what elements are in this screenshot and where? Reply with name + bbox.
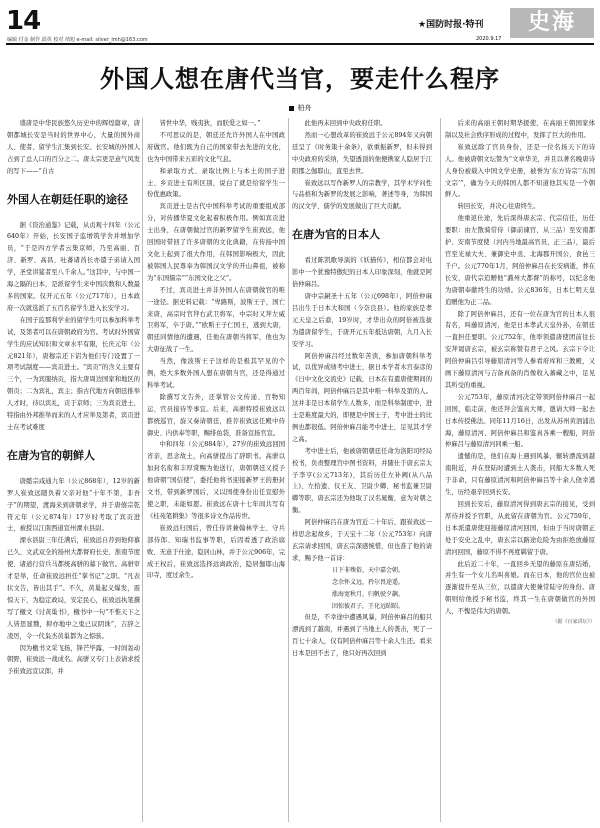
- paragraph: 考中进士后，他被唐朝朝廷任命为洛阳司经局校书，负责整理宫中图书资料，并随仕于唐玄宗太子李亨(公元713年)，其后历任左补阙(从八品上)、左拾遗、仪王友、卫尉少卿、秘书监兼卫尉卿等职，唐玄宗还为他取了汉名晁衡，意为对朝之衡。: [292, 447, 432, 515]
- paragraph: 崔致远以写作新罗人的宗教学，其学术学问性与品格和为新罗的发展之影响，著述等身，为韩国的汉文学、儒学的发展做出了巨大贡献。: [292, 179, 432, 211]
- paragraph: 后来的高丽王朝时期华援使，在高丽王朝国家体制以及社会秩序形成的过程中，发挥了巨大的作用。: [445, 120, 595, 139]
- paragraph: 但是，不幸途中遭遇风暴，阿倍仲麻吕的船只漂流到了越南，并遇到了当地土人的袭击，死了一百七十余人，仅有阿倍仲麻吕等十余人生还。看来日本是回不去了，他只好再次回到: [292, 614, 432, 658]
- paragraph: 阿倍仲麻吕经过数年苦读，参加唐朝科举考试，以优异成绩考中进士，据日本学者木宫泰彦的《日中文化交流史》记载，日本在有遣唐使期间的两百年间，阿倍仲麻吕是其中唯一科举及第的人。这并非是日本留学生人数多，而是科举制度中，进士是难度最大的，即便是中国士子，考中进士的比例也都很低。阿倍仲麻吕能考中进士，足见其才学之高。: [292, 352, 432, 443]
- paragraph: 公元753年，藤原清河决定带领阿倍仲麻吕一起回国，临走前，他还拜会鉴真大师，邀请大师一起去日本传授佛法。同年11月16日，出发从苏州黄泗浦出海，藤原清河、阿倍仲麻吕和鉴真各乘一艘船，阿倍仲麻吕与藤原清河同乘一船。: [445, 393, 595, 449]
- page-number: 14: [6, 6, 41, 36]
- byline: [0, 103, 600, 113]
- paragraph: 盛唐是中华民族悠久历史中的辉煌篇章，唐朝都城长安是当时的世界中心，大量的国外商人、使者、留学生汇集到长安。长安城的外国人占到了总人口的百分之二。唐太宗更是意气风发的写下——“自古: [7, 120, 140, 175]
- byline-author: 柏舟: [297, 104, 312, 112]
- column-divider: [142, 118, 143, 822]
- column-divider: [440, 118, 441, 822]
- column-1: [7, 118, 140, 822]
- poem-line: 涨海宽秋月，归帆驶夕飙。: [331, 590, 404, 598]
- paragraph: 崔致远归国后，曾任侍讲兼翰林学士、守兵部侍郎、知瑞书监事等职，后因看透了政治腐败、无意于仕途，隐居山林，并于公元906年，完成王权后，崔致远选择远离政治，隐居伽耶山海印寺，度过余生。: [147, 524, 285, 580]
- paragraph: 除了阿倍仲麻吕，还有一位在唐为官的日本人很有名，叫藤原清河，他是日本孝武天皇外孙，在朝廷一直担任要职。公元752年，他率领遣唐使团前往长安拜谒唐玄宗，被玄宗称赞有君子之风。玄宗下令让阿倍仲麻吕引导藤原清河等人参看府库和三教殿，又画下藤原清河与吉备真备的肖像收入蕃藏之中，足见其所受的重视。: [445, 310, 595, 389]
- column-2: [147, 118, 285, 822]
- paragraph: 在国子监那利学业的留学生可以参加科举考试，及第者可以在唐朝政府为官。考试时外国留学生的应试知识和文章水平有限，长庆元年（公元821年），唐穆宗还下诏为他们专门设置了一项考试制度——宾贡进士。“宾贡”的含义主要有三个，一为宾服纳贡，指大唐周边国家和地区的朝贡；二为宾礼，宾主；指古代地方向朝廷推举人才时，待以宾礼，贡于京师；三为宾贡进士，特指由外邦推举而来的人才应举及第者，宾贡进士在考试难度: [7, 316, 140, 431]
- paragraph: 溧水县尉三年任满后，崔致远自荐到他仰慕已久、文武双全的扬州大都督府长史、淮南节度使、诸道行营兵马都统高骈的幕下做官。高骈审才是举，任命崔致远担任“掌书记”之职。“凡表状文告，皆出其手”。不久，黄巢起义爆发，震惊天下，为稳定政局，安定民心，崔致远执笔撰写了檄文《讨黄巢书》，檄书中一句“不惟天下之人皆思显戮，抑亦地中之鬼已议阴诛”，吉辞之凌厉，令一代枭杰黄巢都为之惊骇。: [7, 537, 140, 640]
- square-bullet-icon: [289, 106, 294, 111]
- paragraph: 此他再未回到中央政府任职。: [304, 120, 387, 127]
- poem-line: 念余怀义远，矜尔畏途遥。: [331, 578, 404, 586]
- paragraph: 不过，宾贡进士并非外国人在唐朝做官的唯一途径。据史料记载：“卑路斯，波斯王子，国亡来唐，高宗时官拜右武卫将军，中宗时又拜左威卫将军，卒于唐。”“欧斯王子仁国王，逃到大唐，朝廷同情他的遭遇，任他在唐朝当将军，他也为大唐征战了一生。: [147, 286, 285, 354]
- paragraph: 因为檄书文采飞扬，锋芒毕露，一时间轰动朝野，崔致远一战成名。高骈又专门上表请求授予崔致远宣议郎，并: [7, 644, 140, 676]
- editor-credits: 编辑 付金 制作 邱英 校对 靖旭 e-mail: silver_lmh@163.com: [7, 37, 148, 43]
- paragraph: 回到长安后，藤原清河得到唐玄宗的接见，受到厚待并授予官职，从此留在唐朝为官。公元759年，日本派遣唐使迎接藤原清河回国，但由于当时唐朝正处于安史之乱中，唐玄宗以路途危险为由拒绝放藤原清河回国，藤原不得不再度羁留于唐。: [445, 501, 595, 556]
- column-3: [292, 118, 432, 822]
- paragraph: 然而一心想改革的崔致远于公元894年又向朝廷呈了《时务策十余条》，欲重振新罗，但未得到中央政府的采纳，失望透顶的他便携家人隐居于江阳郡之伽耶山，直至去世。: [292, 131, 432, 175]
- paragraph: 宾贡进士是古代中国科举考试的重要组成部分，对传播华夏文化起着积极作用。例如宾贡进士出身，在唐朝做过官的新罗留学生崔致远，他回国时带回了许多唐朝的文化典籍，在传扬中国文化上起到了很大作用，在韩国影响极大，因此被韩国人民尊奉为韩国汉文学的开山鼻祖，被称为“东国儒宗”“东国文化之父”。: [147, 203, 285, 282]
- header-rule: [6, 43, 594, 45]
- paragraph: 唐懿宗咸通九年（公元868年），12岁的新罗人崔致远随负着父亲对他“十年不第，非吾子”的期望，渡海来到唐朝求学，并于唐僖宗乾符元年（公元874年）17岁时考取了宾贡进士，被授以江南西道宣州溧水县尉。: [7, 477, 140, 533]
- subheading: 在唐为官的日本人: [292, 228, 380, 242]
- paragraph: 和录取方式、录取比例上与本土的国子进士、乡贡进士有所区别，说白了就是给留学生一份优惠政策。: [147, 167, 285, 199]
- paragraph: 不可思议的是，朝廷还允许外国人在中国政府做官。他们既为自己的国家带去先进的文化，也为中国带来五彩的文化气息。: [147, 131, 285, 163]
- paragraph: 看过陈凯歌导演的《妖猫传》，相信都会对电影中一个犹豫特傲纪的日本人印象深刻，他就是阿倍仲麻吕。: [292, 257, 432, 289]
- poem-line: 日下非殊俗，天中嘉会朝。: [331, 566, 404, 574]
- paragraph: 唐中宗嗣圣十五年（公元698年），阿倍仲麻吕出生于日本大和国（今奈良县）。他的家族是孝元天皇之后裔，19岁时，才华出众的阿倍被选拔为遣唐留学生，于唐开元五年抵达唐朝，九月入长安学习。: [292, 292, 432, 348]
- section-title: 史海: [510, 8, 594, 38]
- article-headline: 外国人想在唐代当官，要走什么程序: [100, 65, 500, 93]
- paragraph: 转回长安，并决心往唐终生。: [457, 203, 540, 211]
- issue-date: 2020.9.17: [476, 36, 502, 42]
- paragraph: 中和四年（公元884年），27岁的崔致远回国省亲，思念故土，向高骈提出了辞职书。高骈以加封名衔和丰厚赏赐为他送行，唐朝朝廷又授予他唐朝“国信使”，委托他将书迎接新罗王的册封文书，带到新罗国后，又以国使身份出任宣慰外使之职，未能如愿。崔致远在唐十七年间共写有《桂苑笔耕集》等很多诗文作品传世。: [147, 441, 285, 520]
- subheading: 在唐为官的朝鲜人: [7, 448, 95, 462]
- paragraph: 当然，像波斯王子这样的是极其罕见的个例，绝大多数外国人想在唐朝当官，还是得通过科举考试。: [147, 358, 285, 389]
- paragraph: 除撰写文告外，还掌管公文传递、宫物知运、官员接待等事宜。后来，高骈特授崔致远以都统巡官，旋又奏请朝廷，推荐崔致远任殿中侍御史、内供奉等职，赐绯鱼袋，准备宣扬官宣。: [147, 393, 285, 437]
- source-caption: （据《百家讲坛》）: [552, 619, 595, 626]
- paragraph: 崔致远除了官员身份，还是一位名扬天下的诗人。他被唐朝文坛赞为“文章华美，并且以著名晚唐诗人身份被载入中国文学史册，被誉为‘东方诗宗’‘东国文宗’”，确为今天的韩国人都不知道他其实是一个朝鲜人。: [445, 143, 595, 199]
- column-divider: [288, 118, 289, 822]
- paragraph: 他重返仕途，先后深得唐玄宗、代宗信任，历任要职：由左散骑常侍（御前谏官，从三品）至安南都护、安南节度使（河内当地最高官员，正三品），最后官至光禄大夫、兼御史中丞、北海郡开国公，食邑三千户。公元770年1月，阿倍仲麻吕在长安病逝，葬在长安，唐代宗追赠他“潞州大都督”的称号，以纪念他为唐朝奉献终生的功绩。公元836年，日本仁明天皇追赠他为正二品。: [445, 215, 595, 306]
- paragraph: 皆世中华，贱夷狄，而朕爱之如一。”: [159, 120, 261, 127]
- paper-name: ★国防时报·特刊: [418, 20, 484, 30]
- poem-line: 因惊彼君子，王化远昭昭。: [331, 602, 404, 610]
- paragraph: 阿倍仲麻吕在唐为官近二十年后，跟崔致远一样思念起故乡，于天宝十二年（公元753年）向唐玄宗请求回国，唐玄宗深感惋惜，但也准了他的请求，赐予他一首诗：: [292, 519, 432, 562]
- subheading: 外国人在朝廷任职的途径: [7, 192, 128, 206]
- paragraph: 遗憾的是，他们在海上遇到风暴，辗转漂流到越南附近，并在登陆时遭到土人袭击，同船大多数人死于非命，只有藤原清河和阿倍仲麻吕等十余人侥幸逃生，历经艰辛回到长安。: [445, 453, 595, 497]
- paragraph: 据《资治通鉴》记载，从贞观十四年（公元640年）开始，长安国子监增筑学舍并增加学员，“于是四方学者云集京师，乃至高丽、百济、新罗、高昌、吐蕃诸酋长亦遣子弟请入国学，圣堂讲筵者至八千余人。”这其中，与中国一海之隔的日本，是派留学生来中国次数和人数最多的国家。仅开元五年（公元717年），日本政府一次就选派了五百名留学生进入长安学习。: [7, 221, 140, 312]
- column-4: [445, 118, 595, 822]
- paragraph: 此后近二十年，一直回乡无望的藤原在唐结婚，并生有一个女儿名叫喜娘。而在日本，他的官位也被逐渐提升至从三位，以遣唐大使兼常陆守的身份。唐朝则给他授予秘书监，终其一生在唐朝做官的外国人，不愧是伟大的唐朝。: [445, 560, 595, 616]
